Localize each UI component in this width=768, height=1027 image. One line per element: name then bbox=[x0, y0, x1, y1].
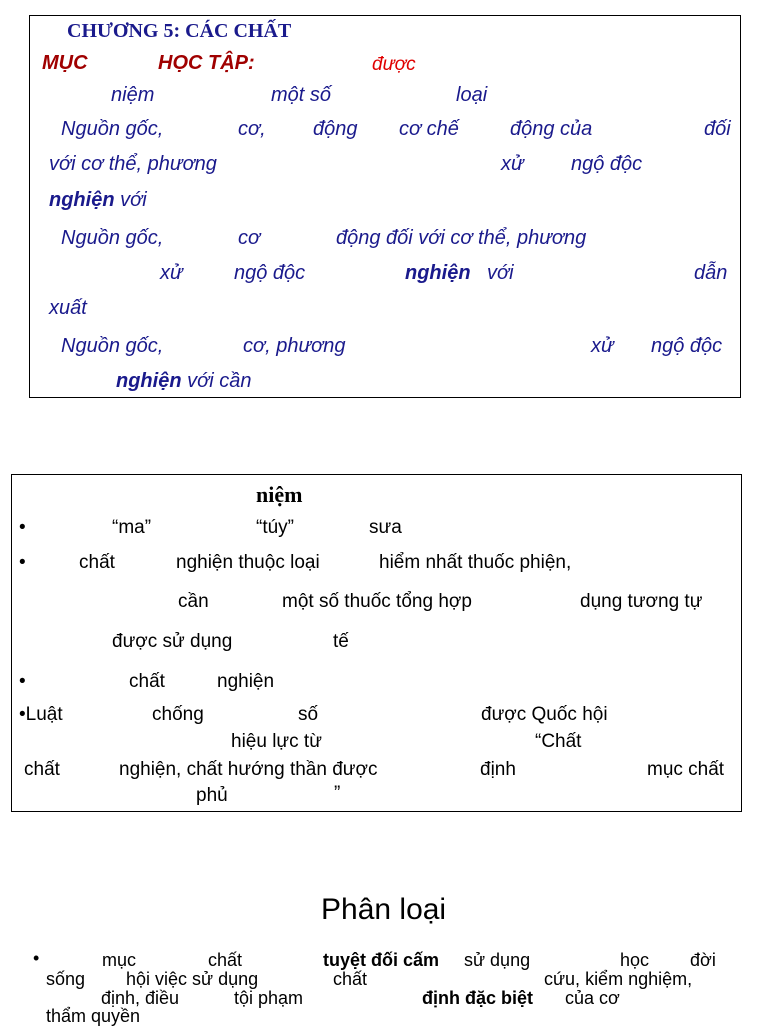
s1-line-3-b: cơ, bbox=[238, 118, 266, 140]
s1-line-5-bold: nghiện bbox=[49, 189, 115, 211]
s2-r3-a: cần bbox=[178, 591, 209, 612]
s1-line-10 bbox=[116, 370, 251, 393]
s1-line-3-d: cơ chế bbox=[399, 118, 459, 140]
s3-l2-c: chất bbox=[333, 969, 368, 989]
s1-line-2-c: loại bbox=[456, 84, 488, 106]
s2-r5-b: nghiện bbox=[217, 671, 275, 692]
s1-line-2-a: niệm bbox=[111, 84, 155, 106]
s1-line-10-bold: nghiện bbox=[116, 370, 182, 392]
s1-line-5-rest: với bbox=[120, 189, 147, 211]
s2-r4-a: được sử dụng bbox=[112, 631, 233, 652]
s1-line-2-b: một số bbox=[271, 84, 332, 106]
s2-r3-b: một số thuốc tổng hợp bbox=[282, 591, 472, 612]
s3-l3-a: định, điều bbox=[101, 988, 180, 1008]
s3-l1-d: học bbox=[620, 950, 650, 970]
s1-line-7-b: ngộ độc bbox=[234, 262, 306, 284]
chapter-title: CHƯƠNG 5: CÁC CHẤT bbox=[67, 20, 292, 42]
s1-line-10-rest: với cần bbox=[187, 370, 252, 392]
s2-r9-a: phủ bbox=[196, 785, 228, 806]
s2-r8-d: mục chất bbox=[647, 759, 725, 780]
muc-label: MỤC bbox=[42, 52, 88, 74]
s2-r7-b: “Chất bbox=[535, 731, 582, 752]
s1-line-3-f: đối bbox=[704, 118, 731, 140]
s3-l1-c: sử dụng bbox=[464, 950, 531, 970]
s1-line-5 bbox=[49, 189, 147, 212]
s3-l1-b: chất bbox=[208, 950, 243, 970]
hoc-tap-label: HỌC TẬP: bbox=[158, 52, 255, 74]
s1-line-3-c: động bbox=[313, 118, 358, 140]
s3-l1-a: mục bbox=[102, 950, 137, 970]
s2-r6-a: •Luật bbox=[19, 704, 63, 725]
s2-r6-c: số bbox=[298, 704, 319, 725]
s1-line-8: xuất bbox=[49, 297, 87, 319]
s1-line-9-c: xử bbox=[591, 335, 614, 357]
duoc-text: được bbox=[372, 54, 416, 75]
s1-line-7-d: dẫn bbox=[694, 262, 728, 284]
s1-line-4-b: xử bbox=[501, 153, 524, 175]
bullet-2: • bbox=[19, 552, 26, 573]
s2-r6-d: được Quốc hội bbox=[481, 704, 608, 725]
s1-line-9-a: Nguồn gốc, bbox=[61, 335, 164, 357]
s1-line-6-b: cơ bbox=[238, 227, 261, 249]
s2-r8-c: định bbox=[480, 759, 516, 780]
s2-r3-c: dụng tương tự bbox=[580, 591, 703, 612]
s1-line-7-bold: nghiện bbox=[405, 262, 471, 284]
s2-r8-b: nghiện, chất hướng thần được bbox=[119, 759, 378, 780]
s2-r1-c: sưa bbox=[369, 517, 402, 538]
s1-line-7-a: xử bbox=[160, 262, 183, 284]
s2-r5-a: chất bbox=[129, 671, 165, 692]
s2-r7-a: hiệu lực từ bbox=[231, 731, 322, 752]
s2-r6-b: chống bbox=[152, 704, 204, 725]
s2-r1-a: “ma” bbox=[112, 517, 152, 538]
s2-r2-b: nghiện thuộc loại bbox=[176, 552, 320, 573]
s3-l1-bold: tuyệt đối cấm bbox=[323, 950, 440, 970]
s2-r9-b: ” bbox=[334, 783, 341, 804]
classification-title: Phân loại bbox=[321, 893, 447, 926]
bullet-3: • bbox=[19, 671, 26, 692]
s3-l2-d: cứu, kiểm nghiệm, bbox=[544, 969, 693, 989]
s2-r2-c: hiểm nhất thuốc phiện, bbox=[379, 552, 572, 573]
s1-line-3-a: Nguồn gốc, bbox=[61, 118, 164, 140]
s3-l2-b: hội việc sử dụng bbox=[126, 969, 259, 989]
s1-line-9-d: ngộ độc bbox=[651, 335, 723, 357]
s3-l3-c: của cơ bbox=[565, 988, 620, 1008]
bullet-1: • bbox=[19, 517, 26, 538]
s2-r8-a: chất bbox=[24, 759, 60, 780]
s3-l3-b: tội phạm bbox=[234, 988, 304, 1008]
bullet-4: • bbox=[33, 948, 40, 968]
s1-line-6-a: Nguồn gốc, bbox=[61, 227, 164, 249]
s1-line-3-e: động của bbox=[510, 118, 593, 140]
s1-line-9-b: cơ, phương bbox=[243, 335, 346, 357]
s1-line-6-c: động đối với cơ thể, phương bbox=[336, 227, 587, 249]
s2-r2-a: chất bbox=[79, 552, 115, 573]
s3-l3-bold: định đặc biệt bbox=[422, 988, 534, 1008]
s2-r1-b: “túy” bbox=[256, 517, 294, 538]
s3-l1-e: đời bbox=[690, 950, 716, 970]
s1-line-4-a: với cơ thể, phương bbox=[49, 153, 217, 175]
s3-l4: thẩm quyền bbox=[46, 1006, 141, 1026]
concept-title: niệm bbox=[256, 482, 303, 507]
s1-line-4-c: ngộ độc bbox=[571, 153, 643, 175]
s2-r4-b: tế bbox=[333, 631, 349, 652]
s3-l2-a: sống bbox=[46, 969, 86, 989]
s1-line-7-c: với bbox=[487, 262, 514, 284]
